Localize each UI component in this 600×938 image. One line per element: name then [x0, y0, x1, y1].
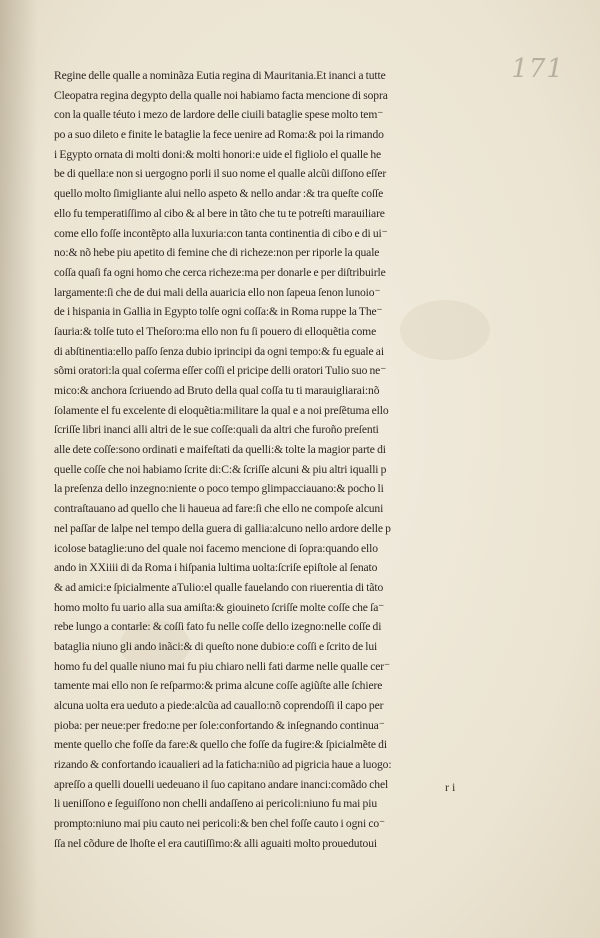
text-line: de i hispania in Gallia in Egypto tolſe ogni coſſa:& in Roma ruppe la The⁻	[54, 305, 383, 319]
text-line: li ueniſſono e ſeguiſſono non chelli andaſſeno ai pericoli:niuno fu mai piu	[54, 797, 378, 811]
text-line: no:& nõ hebe piu apetito di femine che di richeze:non per riporle la quale	[54, 246, 380, 260]
text-line: prompto:niuno mai piu cauto nei pericoli:& ben chel foſſe cauto i ogni co⁻	[54, 817, 386, 831]
text-line: quelle coſſe che noi habiamo ſcrite di:C:& ſcriſſe alcuni & piu altri iqualli p	[54, 462, 387, 476]
text-line: mente quello che foſſe da fare:& quello che foſſe da fugire:& ſpicialmẽte di	[54, 738, 387, 752]
binding-shadow	[0, 0, 38, 938]
text-line: bataglia niuno gli ando inãci:& di queſto none dubio:e coſſi e ſcrito de lui	[54, 639, 378, 653]
margin-folio-number: 171	[511, 54, 564, 84]
text-line: rebe lungo a contarle: & coſſi fato fu nelle coſſe dello izegno:nelle coſſe di	[54, 620, 382, 634]
text-line: alcuna uolta era ueduto a piede:alcũa ad cauallo:nõ coprendoſſi il capo per	[54, 699, 384, 712]
text-line: tamente mai ello non ſe reſparmo:& prima alcune coſſe agiũſte alle ſchiere	[54, 679, 383, 693]
text-line: homo molto fu uario alla sua amiſta:& giouineto ſcriſſe molte coſſe che ſa⁻	[54, 600, 385, 614]
text-line: be di quella:e non si uergogno porli il suo nome el qualle alcũi diſſono eſſer	[54, 167, 387, 181]
text-line: contraſtauano ad quello che li haueua ad fare:ſi che ello ne compoſe alcuni	[54, 502, 384, 516]
text-line: ſauria:& tolſe tuto el Theſoro:ma ello non fu ſi pouero di elloquẽtia come	[54, 324, 377, 338]
text-line: quello molto ſimigliante alui nello aspeto & nello andar :& tra queſte coſſe	[54, 187, 384, 201]
text-line: largamente:ſi che de dui mali della auaricia ello non ſapeua ſenon lunoio⁻	[54, 285, 381, 299]
text-line: ſolamente el fu excelente di eloquẽtia:militare la qual e a noi preſẽtuma ello	[54, 403, 389, 417]
text-line: po a suo dileto e finite le bataglie la fece uenire ad Roma:& poi la rimando	[54, 128, 384, 142]
text-line: alle dete coſſe:sono ordinati e maifeſtati da quelli:& tolte la magior parte di	[54, 443, 386, 457]
text-line: pioba: per neue:per fredo:ne per ſole:confortando & inſegnando continua⁻	[54, 718, 385, 732]
text-line: ando in XXiiii di da Roma i hiſpania lultima uolta:ſcriſe epiſtole al ſenato	[54, 561, 378, 575]
text-line: come ello foſſe incontẽpto alla luxuria:con tanta continentia di cibo e di ui⁻	[54, 226, 388, 240]
text-line: con la qualle téuto i mezo de lardore delle ciuili bataglie spese molto tem⁻	[54, 108, 384, 122]
incunable-text-block	[54, 66, 514, 854]
text-line: ello fu temperatiſſimo al cibo & al bere in tãto che tu te potreſti marauiliare	[54, 206, 385, 220]
text-line: ſſa nel cõdure de lhoſte el era cautiſſimo:& alli aguaiti molto prouedutoui	[54, 836, 377, 850]
text-line: i Egypto ornata di molti doni:& molti honori:e uide el figliolo el qualle he	[54, 147, 382, 161]
text-line: Regine delle qualle a nominãza Eutia regina di Mauritania.Et inanci a tutte	[54, 69, 386, 82]
text-line: mico:& anchora ſcriuendo ad Bruto della qual coſſa tu ti marauigliarai:nõ	[54, 384, 380, 397]
text-line: di abſtinentia:ello paſſo ſenza dubio iprincipi da ogni tempo:& fu eguale ai	[54, 344, 384, 358]
text-line: icolose bataglie:uno del quale noi facemo mencione di ſopra:quando ello	[54, 541, 378, 555]
text-line: la preſenza dello inzegno:niente o poco tempo glimpacciauano:& pocho li	[54, 482, 384, 496]
text-line: Cleopatra regina degypto della qualle noi habiamo facta mencione di sopra	[54, 88, 388, 102]
text-line: homo fu del qualle niuno mai fu piu chiaro nelli fati darme nelle qualle cer⁻	[54, 659, 390, 673]
text-line: rizando & confortando icaualieri ad la faticha:niũo ad pigricia haue a luogo:	[54, 758, 392, 772]
text-line: apreſſo a quelli douelli uedeuano il ſuo capitano andare inanci:comãdo chel	[54, 777, 389, 791]
text-line: sõmi oratori:la qual coſerma eſſer coſſi el pricipe delli oratori Tulio suo ne⁻	[54, 364, 387, 378]
text-line: ſcriſſe libri inanci alli altri de le sue coſſe:quali da altri che furoño preſenti	[54, 423, 379, 437]
signature-mark: r i	[445, 780, 456, 794]
text-line: & ad amici:e ſpicialmente aTulio:el qualle fauelando con riuerentia di tãto	[54, 580, 384, 594]
text-line: coſſa quaſi fa ogni homo che cerca richeze:ma per donarle e per diſtribuirle	[54, 265, 386, 279]
text-line: nel paſſar de lalpe nel tempo della guera di gallia:alcuno nello ardore delle p	[54, 521, 391, 535]
